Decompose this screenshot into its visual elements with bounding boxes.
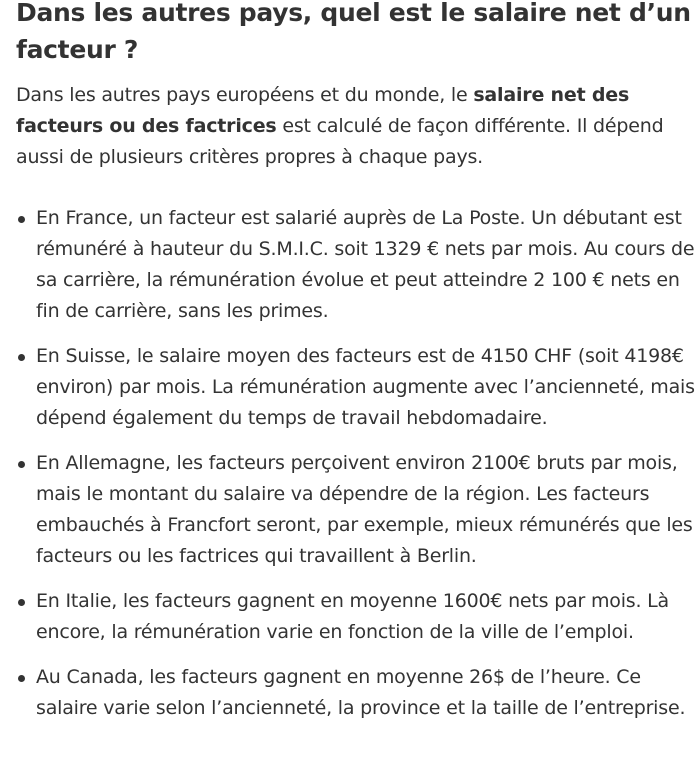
- intro-bold-text: salaire net des facteurs ou des factrices: [16, 84, 630, 137]
- list-item-text: Au Canada, les facteurs gagnent en moyenne 26$ de l’heure. Ce salaire varie selon l’ancienneté, la province et la taille de l’entreprise.: [36, 666, 686, 719]
- bullet-icon: [18, 599, 25, 606]
- intro-text-after: est calculé de façon différente. Il dépend aussi de plusieurs critères propres à chaque pays.: [16, 115, 664, 168]
- list-item-text: En France, un facteur est salarié auprès de La Poste. Un débutant est rémunéré à hauteur du S.M.I.C. soit 1329 € nets par mois. Au cours de sa carrière, la rémunération évolue et peut atteindre 2 100 € nets en fin de carrière, sans les primes.: [36, 207, 695, 322]
- list-item-france: [16, 203, 695, 327]
- list-item-allemagne: [16, 448, 695, 572]
- intro-text-before: Dans les autres pays européens et du monde, le: [16, 84, 474, 106]
- list-item-text: En Allemagne, les facteurs perçoivent environ 2100€ bruts par mois, mais le montant du salaire va dépendre de la région. Les facteurs embauchés à Francfort seront, par exemple, mieux rémunérés que les facteurs ou les factrices qui travaillent à Berlin.: [36, 452, 693, 567]
- list-item-canada: [16, 662, 695, 724]
- bullet-icon: [18, 675, 25, 682]
- bullet-icon: [18, 461, 25, 468]
- list-item-italie: [16, 586, 695, 648]
- bullet-icon: [18, 216, 25, 223]
- intro-paragraph: [16, 80, 695, 173]
- bullet-icon: [18, 354, 25, 361]
- list-item-text: En Suisse, le salaire moyen des facteurs est de 4150 CHF (soit 4198€ environ) par mois. La rémunération augmente avec l’ancienneté, mais dépend également du temps de travail hebdomadaire.: [36, 345, 695, 429]
- country-salary-list: [16, 203, 695, 724]
- list-item-text: En Italie, les facteurs gagnent en moyenne 1600€ nets par mois. Là encore, la rémunération varie en fonction de la ville de l’emploi.: [36, 590, 669, 643]
- list-item-suisse: [16, 341, 695, 434]
- section-heading: Dans les autres pays, quel est le salaire net d’un facteur ?: [16, 0, 691, 64]
